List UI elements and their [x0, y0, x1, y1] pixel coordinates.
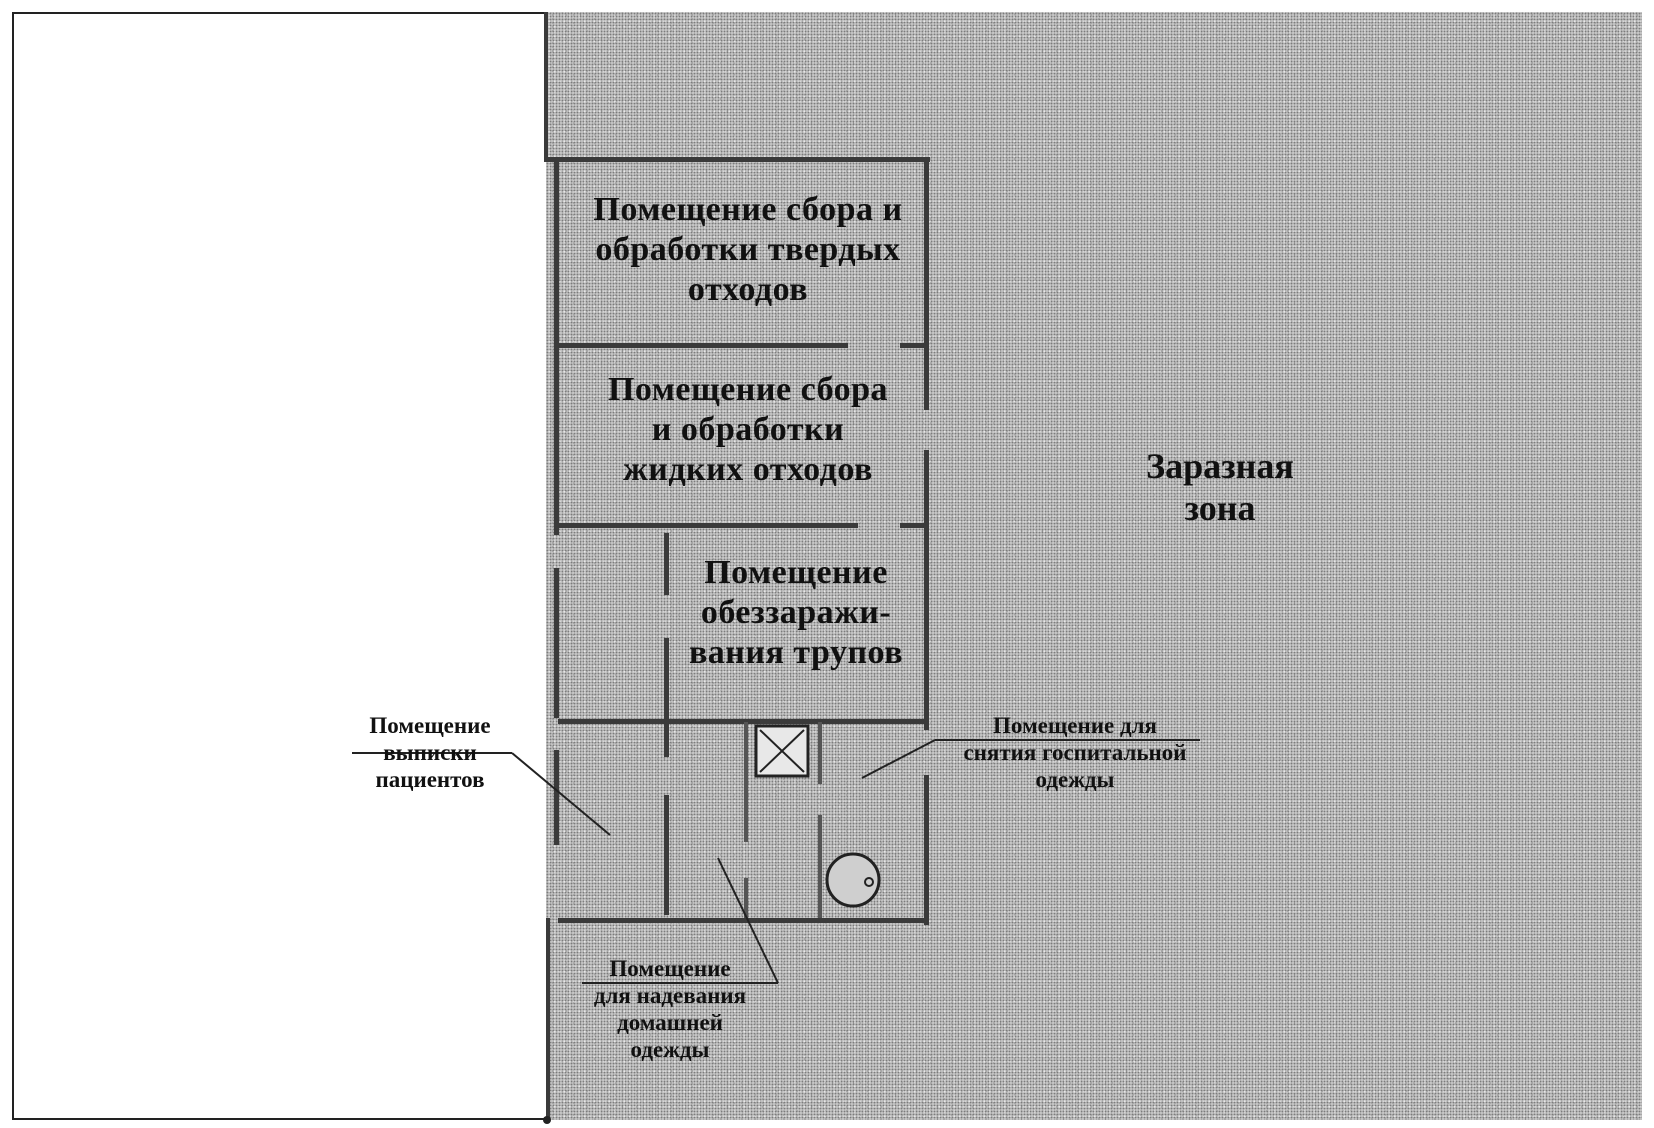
- shower-box-icon: [756, 726, 808, 776]
- room-label-corpse-disinfection-line2: обеззаражи-: [700, 594, 892, 632]
- callout-home-clothes-room-line4: одежды: [630, 1037, 710, 1063]
- callout-home-clothes-room: [560, 955, 780, 1064]
- room-label-solid-waste-line3: отходов: [687, 271, 809, 309]
- callout-home-clothes-room-line2: для надевания: [593, 983, 747, 1009]
- callout-remove-clothes-room-line1: Помещение для: [993, 713, 1157, 738]
- callout-discharge-room: [340, 712, 520, 793]
- room-label-liquid-waste-line2: и обработки: [651, 411, 845, 449]
- callout-discharge-room-line3: пациентов: [375, 767, 485, 793]
- callout-discharge-room-line1: Помещение: [369, 713, 491, 738]
- room-label-liquid-waste-line1: Помещение сбора: [607, 371, 889, 408]
- callout-discharge-room-line2: выписки: [383, 740, 477, 766]
- contagious-zone-label-line1: Заразная: [1146, 446, 1294, 486]
- sink-icon: [827, 854, 879, 906]
- room-label-liquid-waste: [578, 370, 918, 490]
- contagious-zone-label-line2: зона: [1184, 488, 1256, 529]
- callout-remove-clothes-room: [940, 712, 1210, 793]
- room-label-solid-waste: [578, 190, 918, 310]
- callout-remove-clothes-room-line2: снятия госпитальной: [963, 740, 1187, 766]
- contagious-zone-label: [1130, 445, 1310, 530]
- room-label-liquid-waste-line3: жидких отходов: [623, 451, 873, 489]
- room-label-corpse-disinfection-line1: Помещение: [704, 554, 888, 591]
- callout-home-clothes-room-line1: Помещение: [609, 956, 731, 981]
- room-label-corpse-disinfection: [676, 553, 916, 673]
- remove-clothes-callout-leader: [862, 740, 935, 778]
- room-label-solid-waste-line1: Помещение сбора и: [593, 191, 903, 228]
- callout-remove-clothes-room-line3: одежды: [1035, 767, 1115, 793]
- room-label-corpse-disinfection-line3: вания трупов: [688, 634, 904, 672]
- discharge-callout-leader: [512, 753, 610, 835]
- callout-home-clothes-room-line3: домашней: [617, 1010, 723, 1036]
- room-label-solid-waste-line2: обработки твердых: [595, 231, 901, 269]
- boundary-marker-dot: [543, 1116, 551, 1124]
